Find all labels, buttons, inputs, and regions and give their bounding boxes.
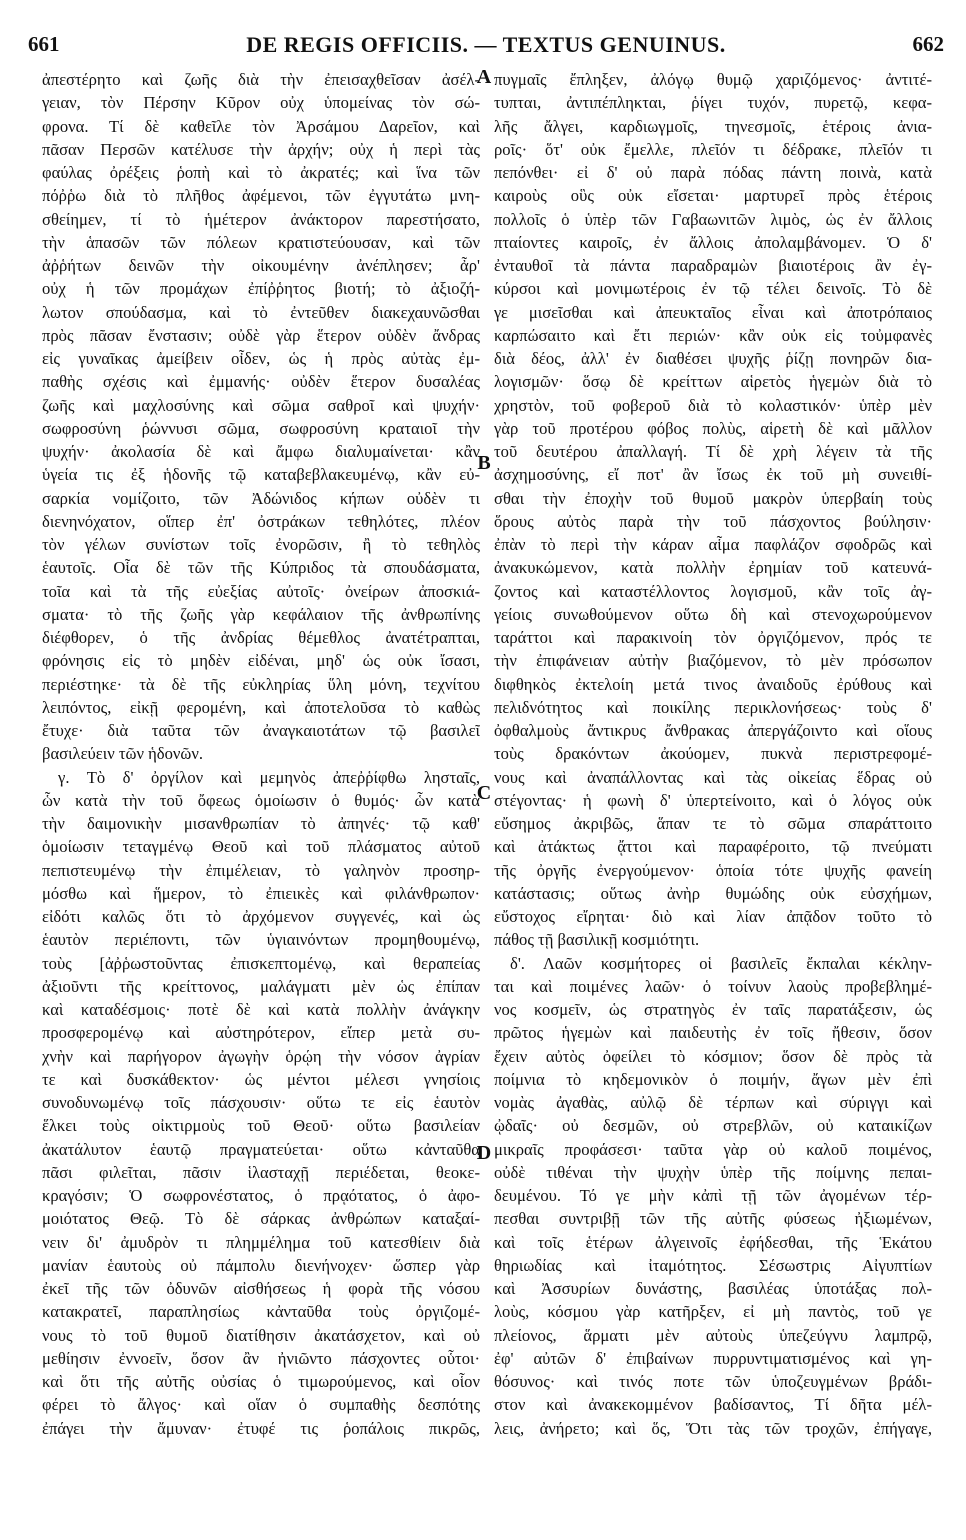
page-number-left: 661 bbox=[28, 32, 60, 56]
text-line: γὰρ τοῦ προτέρου φόβος πολὺς, αἱρετὴ δὲ καὶ μᾶλλον bbox=[494, 418, 932, 438]
text-line: στον καὶ ἀνακεκομμένον βαδίσαντος, Τί δῆτα μέλ- bbox=[494, 1395, 932, 1415]
text-line: ται καὶ ποιμένες λαῶν· ὁ τοίνυν λαοὺς προβεβλημέ- bbox=[494, 976, 932, 996]
text-line: ὀφθαλμοὺς ἄντικρυς ἄνθρακας ἀπεργάζοιντο καὶ οἵους bbox=[494, 721, 932, 740]
text-line: πρῶτος ἡγεμὼν καὶ παιδευτὴς ἐν τοῖς ἤθεσιν, ὅσον bbox=[494, 1023, 932, 1043]
text-line: ἐπάγει τὴν ἄμυναν· ἐτυφέ τις ῥοπάλοις πικρῶς, bbox=[42, 1418, 480, 1438]
text-line: ποίμνια τὸ κηδεμονικὸν ὁ ποιμήν, ἄγων μὲν ἐπὶ bbox=[494, 1069, 932, 1089]
text-line: φαύλας ὀρέξεις ῥοπὴ καὶ τὸ ἀκρατές; καὶ ἵνα τῶν bbox=[42, 163, 480, 182]
text-line: σθαι τὴν ἐποχὴν τοῦ θυμοῦ μακρὸν ὑπερβαίη τοὺς bbox=[494, 488, 932, 508]
text-line: πελιδνότητος καὶ ποικίλης περικλονήσεως· τοὺς δ' bbox=[494, 697, 932, 717]
text-line: πταίοντες καιροῖς, ἐν ἄλλοις ἀπολαμβάνομεν. Ὁ δ' bbox=[494, 232, 932, 252]
text-line: λογισμῶν· ὅσῳ δὲ κρείττων αἱρετὸς ἡγεμὼν διὰ τὸ bbox=[494, 372, 932, 392]
left-column bbox=[42, 68, 480, 1440]
text-line: πάθος τῇ βασιλικῇ κοσμιότητι. bbox=[494, 930, 700, 950]
text-line: ἐφ' αὐτῶν δ' ἐπιβαίνων πυρρυντιματισμένος καὶ γη- bbox=[494, 1348, 932, 1368]
text-line: τοῦ δευτέρου ἀπαλλαγή. Τί δὲ χρὴ λέγειν τὰ τῆς bbox=[494, 442, 932, 461]
margin-marker-d: D bbox=[476, 1142, 492, 1164]
text-line: τὸν γέλων συνίστων τοῖς ἐνορῶσιν, ἢ τὸ τεθηλὸς bbox=[42, 535, 480, 554]
text-line: καὶ ἀτάκτως ᾄττοι καὶ παραφέροιτο, τῷ πνεύματι bbox=[494, 837, 932, 857]
text-line: τὴν ἁπασῶν τῶν πόλεων κρατιστεύουσαν, καὶ τῶν bbox=[42, 232, 480, 252]
text-line: τοῖα καὶ τὰ τῆς εὐεξίας αὐτοῖς· ὀνείρων ἀποσκιά- bbox=[42, 581, 480, 601]
text-line: φρονα. Τί δὲ καθεῖλε τὸν Ἀρσάμου Δαρεῖον, καὶ bbox=[42, 116, 480, 136]
text-line: ζοντος καὶ καταστέλλοντος λογισμοῦ, κἂν τοῖς ἀγ- bbox=[494, 581, 932, 601]
text-line: καὶ τοῖς ἑτέρων ἀλγεινοῖς ἐφήδεσθαι, τῆς Ἑκάτου bbox=[494, 1232, 932, 1252]
text-line: γε μισεῖσθαι καὶ ἀπευκταῖος εἶναι καὶ ἀποτρόπαιος bbox=[494, 302, 932, 322]
text-line: ἐνταυθοῖ τὰ πάντα παραδραμὼν βιαιοτέροις ἂν ἐγ- bbox=[494, 256, 932, 275]
text-line: ἑαυτοῖς. Οἷα δὲ τῶν τῆς Κύπριδος τὰ σπουδάσματα, bbox=[42, 558, 480, 578]
text-line: ἀκατάλυτον ἑαυτῷ πραγματεύεται· οὕτω κἀνταῦθα bbox=[42, 1139, 480, 1159]
text-line: νους τὸ τοῦ θυμοῦ διατίθησιν ἀκατάσχετον, καὶ οὐ bbox=[42, 1325, 480, 1345]
text-line: πᾶσι φιλεῖται, πᾶσιν ἱλασταχῇ περιέδεται, θεοκε- bbox=[42, 1162, 480, 1182]
text-line: πόῤῥω διὰ τὸ πλῆθος ἀφέμενοι, τῶν ἐγγυτάτω μνη- bbox=[42, 186, 480, 206]
text-line: ἑαυτὸν περιέποντι, τῶν ὑγιαινόντων προμηθουμένῳ, bbox=[42, 930, 480, 950]
text-line: πεπιστευμένῳ τὴν ἐπιμέλειαν, τὸ γαληνὸν προσηρ- bbox=[42, 860, 480, 880]
text-line: λειπόντος, εἰκῇ φερομένη, καὶ ἀποτελοῦσα τὸ καθὼς bbox=[42, 697, 480, 717]
text-line: δευμένου. Τό γε μὴν κἀπὶ τῇ τῶν ἀγομένων τέρ- bbox=[494, 1186, 932, 1205]
text-line: πυγμαῖς ἔπληξεν, ἀλόγῳ θυμῷ χαριζόμενος· ἀντιτέ- bbox=[494, 70, 932, 89]
text-line: ἔτυχε· διὰ ταῦτα τῶν ἀναγκαιοτάτων τῷ βασιλεῖ bbox=[42, 721, 480, 740]
margin-marker-c: C bbox=[476, 782, 492, 804]
text-line: πεπόνθει· εἰ δ' οὐ παρὰ πόδας πάντη ποινὰ, κατὰ bbox=[494, 163, 932, 182]
text-line: ἀξιοῦντι τῆς κρείττονος, μαλάγματι μὲν ὡς ἐπίπαν bbox=[42, 976, 480, 996]
text-line: μικραῖς προφάσεσι· ταῦτα γὰρ οὐ καλοῦ ποιμένος, bbox=[494, 1139, 932, 1159]
text-line: λεις, ἀνήρετο; καὶ ὅς, Ὅτι τὰς τῶν τροχῶν, ἐπήγαγε, bbox=[494, 1418, 932, 1438]
text-line: κραγόσιν; Ὁ σωφρονέστατος, ὁ πρᾳότατος, ὁ ἀφο- bbox=[42, 1186, 480, 1205]
text-line: κατάστασις; οὕτως ἀνὴρ θυμώδης οὐκ εὐσχήμων, bbox=[494, 883, 932, 903]
text-line: ἐπὰν τὸ περὶ τὴν κάραν αἷμα παφλάζον σφοδρῶς καὶ bbox=[494, 535, 932, 554]
text-line: χνὴν καὶ παρήγορον ἀγωγὴν ὁρῴη τὴν νόσον ἀγρίαν bbox=[42, 1046, 480, 1066]
page-number-right: 662 bbox=[912, 32, 944, 56]
text-line: ἀῤῥήτων δεινῶν τὴν οἰκουμένην ἀνέπλησεν; ἆρ' bbox=[42, 256, 480, 275]
text-line: νομὰς ἀγαθὰς, αὐλῷ δὲ τέρπων καὶ σύριγγι καὶ bbox=[494, 1093, 932, 1112]
text-line: ψυχήν· ἀκολασία δὲ καὶ ἄμφω διαλυμαίνεται· κἂν bbox=[42, 442, 480, 461]
text-line: καρπώσαιτο καὶ ἔτι περιών· κἂν οὐκ εἰς τοὐμφανὲς bbox=[494, 325, 932, 345]
text-line: διφθηκὸς ἐκτελοίη μετά τινος ἀναιδοῦς ἐρύθους καὶ bbox=[494, 674, 932, 694]
text-line: ἀπεστέρητο καὶ ζωῆς διὰ τὴν ἐπεισαχθεῖσαν ἀσέλ- bbox=[42, 70, 480, 89]
text-line: μανίαν ἑαυτοὺς οὐ πάμπολυ διενήνοχεν· ὥσπερ γὰρ bbox=[42, 1255, 480, 1275]
text-line: πλείονος, ἅρματι μὲν αὐτοὺς ὑπεζεύγνυ λαμπρῷ, bbox=[494, 1325, 932, 1345]
text-line: τοὺς [ἀῤῥωστοῦντας ἐπισκεπτομένῳ, καὶ θεραπείας bbox=[42, 953, 480, 973]
text-line: λωτον σπούδασμα, καὶ τὸ ἐντεῦθεν διακεχαυνῶσθαι bbox=[42, 302, 480, 322]
text-line: γ. Τὸ δ' ὀργίλον καὶ μεμηνὸς ἀπεῤῥίφθω λησταῖς, bbox=[58, 767, 480, 787]
text-line: τὴν δαιμονικὴν μισανθρωπίαν τὸ ἀπηνές· τῷ καθ' bbox=[42, 814, 480, 833]
text-line: ὑγεία τις ἐξ ἡδονῆς τῷ καταβεβλακευμένῳ, κἂν εὐ- bbox=[42, 465, 480, 485]
running-title: DE REGIS OFFICIIS. — TEXTUS GENUINUS. bbox=[246, 32, 726, 57]
text-line: σματα· τὸ τῆς ζωῆς γὰρ κεφάλαιον τῆς ἀνθρωπίνης bbox=[42, 604, 480, 624]
text-line: εὔσημος ἀκριβῶς, ἅπαν τε τὸ σῶμα σπαράττοιτο bbox=[494, 814, 932, 833]
text-line: πεσθαι συντριβῇ τῶν τῆς αὐτῆς φύσεως ἠξιωμένων, bbox=[494, 1209, 932, 1229]
text-line: ἀνακυκώμενον, κατὰ πολλὴν ἐρημίαν τοῦ κατευνά- bbox=[494, 558, 932, 578]
text-line: γειαν, τὸν Πέρσην Κῦρον οὐχ ὑπομείνας τὸν σώ- bbox=[42, 93, 480, 113]
text-line: ὅρους αὐτὸς παρὰ τὴν τοῦ πάσχοντος βούλησιν· bbox=[494, 511, 932, 531]
text-line: ροῖς· ὅτ' οὐκ ἔμελλε, πλεῖόν τι δέδρακε, πλεῖόν τι bbox=[494, 139, 932, 159]
margin-marker-a: A bbox=[476, 66, 492, 88]
text-line: χρηστὸν, τοῦ φοβεροῦ διὰ τὸ κολαστικόν· ὑπὲρ μὲν bbox=[494, 395, 932, 415]
text-line: διὰ δέος, ἀλλ' ἐν διαθέσει ψυχῆς ῥίζῃ πονηρῶν δια- bbox=[494, 349, 932, 368]
text-line: λῆς ἄλγει, καρδιωγμοῖς, τηνεσμοῖς, ἑτέροις ἀνια- bbox=[494, 116, 932, 136]
text-line: συνοδυνωμένῳ τοῖς πάσχουσιν· οὕτω τε εἰς ἑαυτὸν bbox=[42, 1093, 480, 1112]
text-line: τοὺς δρακόντων ἀκούομεν, πυκνὰ περιστρεφομέ- bbox=[494, 744, 932, 764]
text-line: μοιότατος Θεῷ. Τὸ δὲ σάρκας ἀνθρώπων καταξαί- bbox=[42, 1209, 480, 1229]
text-line: τῆς ὀργῆς ἐνεργούμενον· ὁποία τότε ψυχῆς φανείη bbox=[494, 860, 932, 880]
text-line: κύρσοι καὶ μονιμωτέροις ἐν τῷ τέλει δεινοῖς. Τὸ δὲ bbox=[494, 279, 932, 299]
text-line: σωφροσύνη ῥώννυσι σῶμα, σωφροσύνη κραταιοῖ τὴν bbox=[42, 418, 480, 438]
text-line: οὐδὲ τιθέναι τὴν ψυχὴν ὑπὲρ τῆς ποίμνης πεπαι- bbox=[494, 1162, 932, 1182]
text-line: τὴν ἐπιφάνειαν αὐτὴν βιαζόμενον, τὸ μὲν πρόσωπον bbox=[494, 651, 932, 671]
text-line: ἕλκει τοὺς οἰκτιρμοὺς τοῦ Θεοῦ· οὕτω βασιλείαν bbox=[42, 1116, 480, 1136]
text-line: περιέστηκε· τὰ δὲ τῆς εὐκληρίας ὕλη μόνη, τεχνίτου bbox=[42, 674, 480, 694]
text-line: καὶ ὅτι τῆς αὐτῆς οὐσίας ὁ τιμωρούμενος, καὶ οἷον bbox=[42, 1372, 480, 1391]
text-line: λοὺς, κόσμου γὰρ κατῆρξεν, εἰ μὴ παντὸς, τοῦ γε bbox=[494, 1302, 932, 1322]
text-line: ταράττοι καὶ παρακινοίη τὸν ὀργιζόμενον, πρός τε bbox=[494, 628, 932, 647]
text-line: προσφερομένῳ καὶ αὐστηρότερον, εἴπερ μετὰ συ- bbox=[42, 1023, 480, 1043]
text-line: ἐκεῖ τῆς τῶν ὀδυνῶν αἰσθήσεως ἡ φορὰ τῆς νόσου bbox=[42, 1279, 480, 1298]
text-line: καὶ καταδέσμοις· ποτὲ δὲ καὶ κατὰ πολλὴν ἀνάγκην bbox=[42, 1000, 480, 1019]
text-line: διέφθορεν, ὁ τῆς ἀνδρίας θέμεθλος ἀνατέτραπται, bbox=[42, 628, 480, 647]
text-line: νους καὶ ἀναπάλλοντας καὶ τὰς οἰκείας ἕδρας οὐ bbox=[494, 767, 932, 787]
text-line: ᾠδαῖς· οὐ δεσμῶν, οὐ στρεβλῶν, οὐ καταικίζων bbox=[494, 1116, 932, 1136]
text-line: μόσθω καὶ ἥμερον, τὸ ἐπιεικὲς καὶ φιλάνθρωπον· bbox=[42, 883, 480, 903]
text-line: εἰδότι καλῶς ὅτι τὸ ἀρχόμενον συγγενές, καὶ ὡς bbox=[42, 907, 480, 926]
text-line: πρὸς πᾶσαν ἔνστασιν; οὐδὲ γὰρ ἕτερον οὐδὲν ἄνδρας bbox=[42, 325, 480, 345]
margin-marker-b: B bbox=[477, 452, 491, 474]
text-line: πᾶσαν Περσῶν κατέλυσε τὴν ἀρχήν; οὐχ ἡ περὶ τὰς bbox=[42, 139, 480, 159]
text-line: εἰς γυναῖκας ἀμείβειν οἶδεν, ὡς ἡ πρὸς αὐτὰς ἐμ- bbox=[42, 349, 480, 368]
text-line: θόσυνος· καὶ τινός ποτε τῶν ὑποζευγμένων βράδι- bbox=[494, 1372, 932, 1391]
text-line: διενηνόχατον, οἵπερ ἐπ' ὀστράκων τεθηλότες, πλέον bbox=[42, 511, 480, 531]
text-line: δ'. Λαῶν κοσμήτορες οἱ βασιλεῖς ἔκπαλαι κέκλην- bbox=[510, 953, 932, 973]
text-line: τυπται, ἀντιπέπληκται, ῥίγει τυχόν, πυρετῷ, κεφα- bbox=[494, 93, 932, 113]
text-line: γείοις συνωθούμενον οὕτω δὴ καὶ στενοχωρούμενον bbox=[494, 604, 932, 624]
right-column bbox=[494, 68, 932, 1440]
text-line: στέγοντας· ἡ φωνὴ δ' ὑπερτείνοιτο, καὶ ὁ λόγος οὐκ bbox=[494, 790, 932, 810]
text-line: βασιλεύειν τῶν ἡδονῶν. bbox=[42, 744, 203, 764]
text-line: ἔχειν αὐτὸς ὀφείλει τὸ κόσμιον; ὅσον δὲ πρὸς τὰ bbox=[494, 1046, 932, 1066]
text-line: κατακρατεῖ, παραπλησίως κἀνταῦθα τοὺς ὀργιζομέ- bbox=[42, 1302, 480, 1322]
text-line: καιροὺς οὓς οὐκ εἴσεται· μαρτυρεῖ πρὸς ἑτέροις bbox=[494, 186, 932, 206]
text-line: θηριωδίας καὶ ἰταμότητος. Σέσωστρις Αἰγυπτίων bbox=[494, 1255, 932, 1275]
text-line: τε καὶ δυσκάθεκτον· ὡς μέντοι μέλεσι γνησίοις bbox=[42, 1069, 480, 1089]
text-line: εὔστοχος εἴρηται· διὸ καὶ λίαν ἀπᾷδον τοῦτο τὸ bbox=[494, 907, 932, 926]
text-line: φρόνησις εἰς τὸ μηδὲν εἰδέναι, μηδ' ὡς οὐκ ἴσασι, bbox=[42, 651, 480, 671]
text-line: οὐχ ἡ τῶν προμάχων ἐπίῤῥητος βιοτή; τὸ ἀξιοζή- bbox=[42, 279, 480, 299]
text-line: ὧν κατὰ τὴν τοῦ ὄφεως ὁμοίωσιν ὁ θυμός· ὧν κατὰ bbox=[42, 790, 480, 810]
text-line: ἀσχημοσύνης, εἴ ποτ' ἂν ἴσως ἐκ τοῦ μὴ συνειθί- bbox=[494, 465, 932, 485]
running-header bbox=[28, 32, 944, 62]
text-line: σθείημεν, τί τὸ ἡμέτερον ἀνάκτορον παρεστήσατο, bbox=[42, 209, 480, 229]
text-line: ὁμοίωσιν τεταγμένῳ Θεοῦ καὶ τοῦ πλάσματος αὐτοῦ bbox=[42, 837, 480, 857]
text-line: νος κοσμεῖν, ὡς στρατηγὸς ἐν ταῖς παρατάξεσιν, ὡς bbox=[494, 1000, 932, 1019]
text-line: μεθίησιν ἐννοεῖν, ὅσον ἂν ἠνιῶντο πάσχοντες οὗτοι· bbox=[42, 1348, 480, 1368]
text-line: καὶ Ἀσσυρίων δυνάστης, βασιλέας ὑποτάξας πολ- bbox=[494, 1279, 932, 1298]
text-line: παθὴς σχέσις καὶ ἐμμανής· οὐδὲν ἕτερον δυσαλέας bbox=[42, 372, 480, 392]
text-line: νειν δι' ἀμυδρὸν τι πλημμέλημα τοῦ κατεσθίειν διὰ bbox=[42, 1232, 480, 1252]
text-line: σαρκία νομίζοιτο, τῶν Ἀδώνιδος κήπων οὐδὲν τι bbox=[42, 488, 480, 508]
text-line: φέρει τὸ ἄλγος· καὶ οἵαν ὁ συμπαθὴς δεσπότης bbox=[42, 1395, 480, 1415]
text-line: πολλοῖς ὁ ὑπὲρ τῶν Γαβαωνιτῶν λιμὸς, ὡς ἐν ἄλλοις bbox=[494, 209, 932, 229]
text-line: ζωῆς καὶ μαχλοσύνης καὶ σῶμα σαθροῖ καὶ ψυχήν· bbox=[42, 395, 480, 415]
